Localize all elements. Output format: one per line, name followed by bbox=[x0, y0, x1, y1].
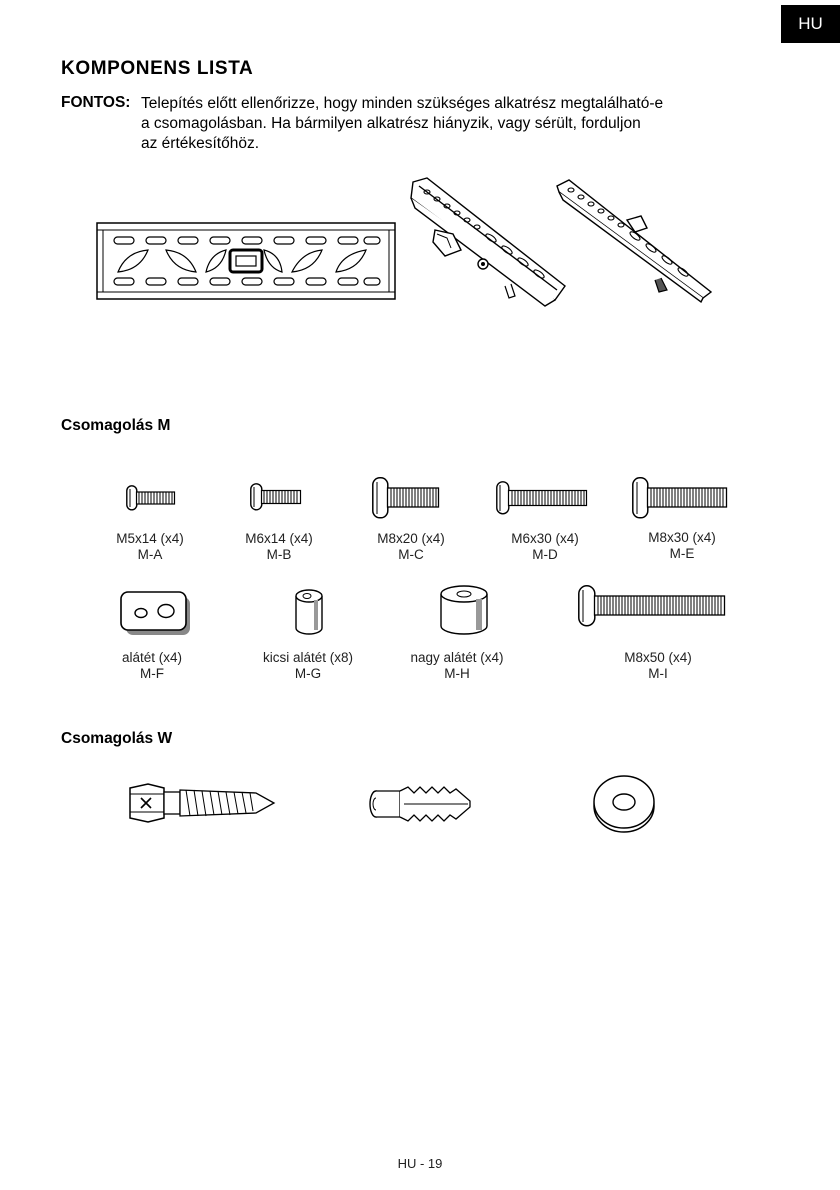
plate-washer-icon bbox=[120, 591, 192, 637]
part-code: M-E bbox=[669, 546, 695, 561]
part-code: M-H bbox=[444, 666, 470, 681]
wall-plate-icon bbox=[96, 222, 396, 300]
part-label-m-i bbox=[573, 650, 743, 682]
part-size: M6x30 (x4) bbox=[511, 531, 579, 546]
screw-icon bbox=[632, 477, 728, 519]
screw-icon bbox=[250, 483, 302, 511]
part-code: M-C bbox=[398, 547, 424, 562]
part-size: M8x20 (x4) bbox=[377, 531, 445, 546]
language-tab: HU bbox=[781, 5, 840, 43]
part-size: M5x14 (x4) bbox=[116, 531, 184, 546]
part-code: M-G bbox=[294, 666, 322, 681]
part-label-m-h bbox=[372, 650, 542, 682]
important-label: FONTOS: bbox=[61, 94, 131, 111]
part-label-m-e bbox=[597, 530, 767, 562]
part-label-m-f bbox=[67, 650, 237, 682]
large-spacer-icon bbox=[439, 584, 491, 636]
part-code: M-D bbox=[532, 547, 558, 562]
bracket-left-icon bbox=[405, 178, 570, 310]
screw-icon bbox=[126, 485, 176, 511]
part-size: alátét (x4) bbox=[121, 650, 183, 665]
part-code: M-A bbox=[137, 547, 163, 562]
part-code: M-B bbox=[266, 547, 292, 562]
page-title: KOMPONENS LISTA bbox=[61, 58, 254, 79]
lag-bolt-icon bbox=[128, 782, 276, 824]
bracket-right-icon bbox=[555, 180, 715, 304]
pack-w-heading: Csomagolás W bbox=[61, 730, 173, 747]
screw-icon bbox=[496, 481, 588, 515]
important-line: a csomagolásban. Ha bármilyen alkatrész hiányzik, vagy sérült, forduljon bbox=[141, 115, 641, 132]
part-size: nagy alátét (x4) bbox=[410, 650, 504, 665]
screw-icon bbox=[372, 477, 440, 519]
important-text bbox=[141, 94, 761, 154]
part-size: kicsi alátét (x8) bbox=[262, 650, 354, 665]
part-size: M8x30 (x4) bbox=[648, 530, 716, 545]
small-spacer-icon bbox=[294, 588, 324, 636]
part-code: M-I bbox=[648, 666, 668, 681]
part-size: M8x50 (x4) bbox=[624, 650, 692, 665]
screw-icon bbox=[578, 585, 726, 627]
washer-icon bbox=[592, 774, 656, 834]
important-line: Telepítés előtt ellenőrizze, hogy minden szükséges alkatrész megtalálható-e bbox=[141, 95, 664, 112]
pack-m-heading: Csomagolás M bbox=[61, 417, 171, 434]
important-line: az értékesítőhöz. bbox=[141, 135, 260, 152]
wall-anchor-icon bbox=[368, 785, 474, 823]
part-size: M6x14 (x4) bbox=[245, 531, 313, 546]
part-code: M-F bbox=[140, 666, 164, 681]
page-number: HU - 19 bbox=[397, 1156, 443, 1171]
part-label-m-g bbox=[223, 650, 393, 682]
